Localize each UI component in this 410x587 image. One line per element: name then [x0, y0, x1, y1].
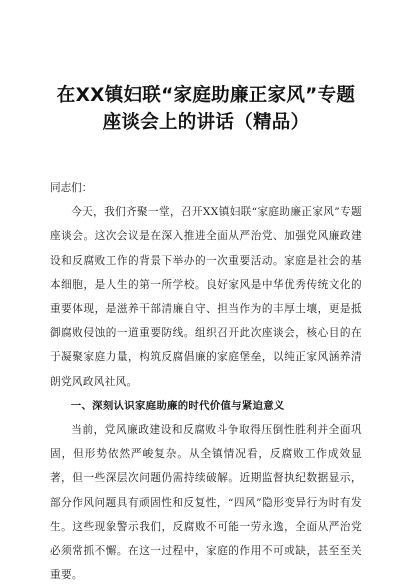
document-title [50, 0, 362, 136]
title-line-1: 在XX镇妇联“家庭助廉正家风”专题 [56, 85, 356, 106]
greeting: 同志们： [50, 182, 93, 194]
title-line-2: 座谈会上的讲话（精品） [102, 112, 310, 133]
paragraph-section-1: 当前，党风廉政建设和反腐败斗争取得压倒性胜利并全面巩固，但形势依然严峻复杂。从全镇情况看，反腐败工作成效显著，但一些深层次问题仍需持续破解。近期监督执纪数据显示，部分作风问题具有顽固性和反复性，“四风”隐形变异行为时有发生。这些现象警示我们，反腐败不可能一劳永逸，全面从严治党必须常抓不懈。在这一过程中，家庭的作用不可或缺，甚至至关重要。 [50, 424, 362, 582]
paragraph-intro: 今天，我们齐聚一堂，召开XX镇妇联“家庭助廉正家风”专题座谈会。这次会议是在深入推进全面从严治党、加强党风廉政建设和反腐败工作的背景下举办的一次重要活动。家庭是社会的基本细胞，是人生的第一所学校。良好家风是中华优秀传统文化的重要体现，是滋养干部清廉自守、担当作为的丰厚土壤，更是抵御腐败侵蚀的一道重要防线。组织召开此次座谈会，核心目的在于凝聚家庭力量，构筑反腐倡廉的家庭堡垒，以纯正家风涵养清朗党风政风社风。 [50, 206, 362, 388]
section-heading-1: 一、深刻认识家庭助廉的时代价值与紧迫意义 [70, 399, 285, 412]
